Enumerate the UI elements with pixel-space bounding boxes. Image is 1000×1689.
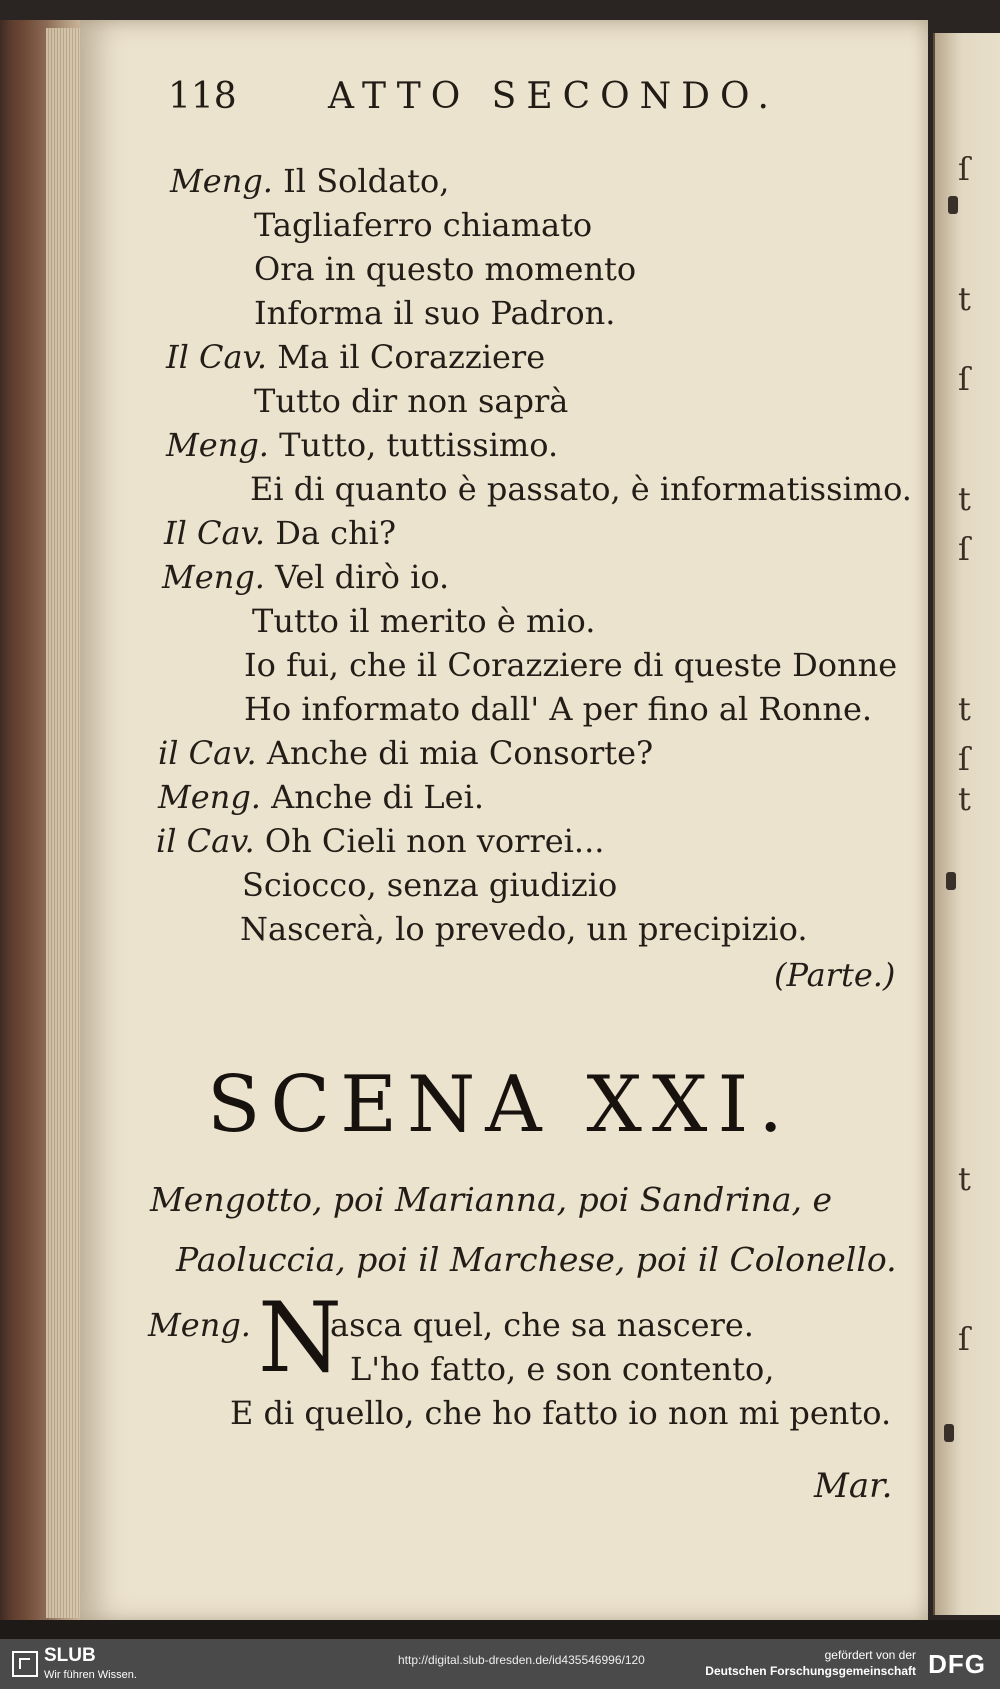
line-text: Io fui, che il Corazziere di queste Donne [244, 646, 898, 684]
speaker-label: Meng. [158, 778, 261, 816]
catchword: Mar. [814, 1466, 893, 1506]
running-head: ATTO SECONDO. [328, 76, 779, 117]
stage-direction: (Parte.) [774, 956, 896, 994]
speaker-label: Meng. [162, 558, 265, 596]
page-clip [944, 1424, 954, 1442]
dialogue-line: asca quel, che sa nascere. [330, 1306, 754, 1344]
dialogue-line [254, 294, 615, 332]
line-text: Tutto dir non saprà [254, 382, 569, 420]
permalink[interactable]: http://digital.slub-dresden.de/id435546996/120 [398, 1653, 645, 1667]
dialogue-line [166, 426, 558, 464]
scan-background [0, 1620, 1000, 1639]
line-text: Ora in questo momento [254, 250, 637, 288]
dialogue-line [170, 162, 449, 200]
viewer-footer [0, 1639, 1000, 1689]
dialogue-line [250, 470, 912, 508]
dialogue-line [240, 910, 808, 948]
line-text: Tutto, tuttissimo. [279, 426, 559, 464]
cast-list-line: Paoluccia, poi il Marchese, poi il Colonello. [176, 1240, 897, 1279]
dialogue-line: L'ho fatto, e son contento, [350, 1350, 775, 1388]
speaker-label: il Cav. [158, 734, 257, 772]
facing-page-edge [933, 33, 1000, 1615]
cast-list-line: Mengotto, poi Marianna, poi Sandrina, e [150, 1180, 833, 1219]
line-text: Informa il suo Padron. [254, 294, 616, 332]
line-text: Anche di Lei. [271, 778, 484, 816]
speaker-label: il Cav. [156, 822, 255, 860]
dialogue-line [164, 514, 396, 552]
line-text: Vel dirò io. [275, 558, 450, 596]
dialogue-line [254, 206, 592, 244]
funding-credit: gefördert von der Deutschen Forschungsgemeinschaft [705, 1648, 916, 1678]
line-text: Ho informato dall' A per fino al Ronne. [244, 690, 873, 728]
scene-title: SCENA XXI. [206, 1060, 794, 1150]
speaker-label: Meng. [170, 162, 273, 200]
line-text: Oh Cieli non vorrei... [264, 822, 605, 860]
drop-cap: N [258, 1282, 342, 1394]
speaker-label: Meng. [148, 1306, 251, 1344]
line-text: Anche di mia Consorte? [266, 734, 654, 772]
dialogue-line [252, 602, 595, 640]
dialogue-line [254, 382, 568, 420]
dialogue-line [242, 866, 617, 904]
speaker-label: Meng. [166, 426, 269, 464]
line-text: Tagliaferro chiamato [254, 206, 593, 244]
line-text: Da chi? [275, 514, 397, 552]
page-number: 118 [168, 76, 237, 117]
line-text: Tutto il merito è mio. [252, 602, 596, 640]
library-tagline: Wir führen Wissen. [44, 1669, 137, 1681]
speaker-label: Il Cav. [166, 338, 268, 376]
dialogue-line [158, 778, 484, 816]
page-clip [948, 196, 958, 214]
library-name: SLUB [44, 1645, 96, 1666]
line-text: Nascerà, lo prevedo, un precipizio. [240, 910, 808, 948]
line-text: Sciocco, senza giudizio [242, 866, 618, 904]
line-text: Ma il Corazziere [277, 338, 546, 376]
line-text: Ei di quanto è passato, è informatissimo. [250, 470, 912, 508]
dialogue-line [162, 558, 449, 596]
dialogue-line [156, 822, 604, 860]
dialogue-line [166, 338, 545, 376]
speaker-label: Il Cav. [164, 514, 266, 552]
dialogue-line [244, 646, 897, 684]
page-clip [946, 872, 956, 890]
slub-logo-icon [12, 1651, 38, 1677]
dialogue-line [254, 250, 636, 288]
page-header [168, 70, 808, 130]
dialogue-line [244, 690, 872, 728]
dialogue-line: E di quello, che ho fatto io non mi pento. [230, 1394, 892, 1432]
line-text: Il Soldato, [283, 162, 450, 200]
dialogue-line [158, 734, 653, 772]
dfg-logo-icon: DFG [928, 1649, 986, 1679]
